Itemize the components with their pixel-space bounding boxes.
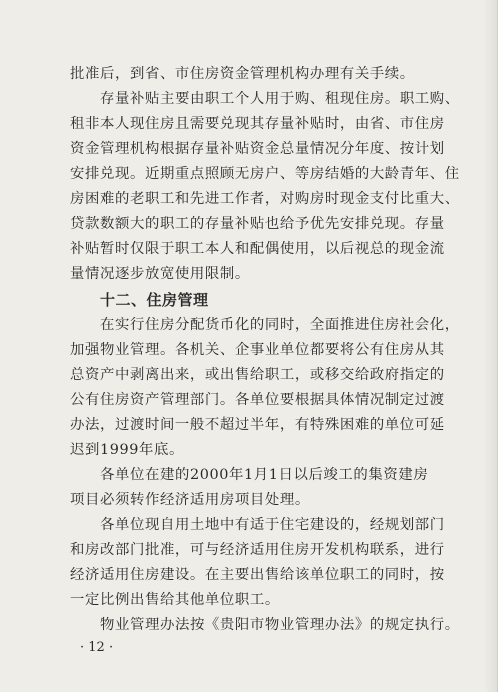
paragraph-line: 贷款数额大的职工的存量补贴也给予优先安排兑现。存量	[70, 216, 445, 232]
paragraph-line: 一定比例出售给其他单位职工。	[70, 592, 280, 608]
paragraph-line: 加强物业管理。各机关、企事业单位都要将公有住房从其	[70, 342, 445, 358]
paragraph-line: 项目必须转作经济适用房项目处理。	[70, 492, 310, 508]
paragraph-line: 办法，过渡时间一般不超过半年，有特殊困难的单位可延	[70, 417, 445, 433]
page-number: · 12 ·	[80, 640, 114, 655]
body-text	[70, 62, 460, 638]
paragraph-line: 量情况逐步放宽使用限制。	[70, 266, 250, 282]
paragraph-line: 批准后，到省、市住房资金管理机构办理有关手续。	[70, 66, 415, 82]
paragraph-line: 资金管理机构根据存量补贴资金总量情况分年度、按计划	[70, 141, 445, 157]
paragraph-line: 各单位现自用土地中有适于住宅建设的，经规划部门	[100, 517, 445, 533]
paragraph-line: 总资产中剥离出来，或出售给职工，或移交给政府指定的	[70, 367, 445, 383]
page-edge-shadow	[483, 0, 497, 692]
paragraph-line: 和房改部门批准，可与经济适用住房开发机构联系，进行	[70, 542, 445, 558]
paragraph-line: 公有住房资产管理部门。各单位要根据具体情况制定过渡	[70, 392, 445, 408]
paragraph-line: 租非本人现住房且需要兑现其存量补贴时，由省、市住房	[70, 116, 445, 132]
paragraph-line: 在实行住房分配货币化的同时，全面推进住房社会化，	[100, 317, 460, 333]
paragraph-line: 安排兑现。近期重点照顾无房户、等房结婚的大龄青年、住	[70, 166, 460, 182]
paragraph-line: 迟到1999年底。	[70, 442, 184, 458]
paragraph-line: 各单位在建的2000年1月1日以后竣工的集资建房	[100, 467, 429, 483]
section-heading: 十二、住房管理	[100, 291, 209, 309]
paragraph-line: 经济适用住房建设。在主要出售给该单位职工的同时，按	[70, 567, 445, 583]
paragraph-line: 物业管理办法按《贵阳市物业管理办法》的规定执行。	[100, 617, 460, 633]
paragraph-line: 存量补贴主要由职工个人用于购、租现住房。职工购、	[100, 91, 460, 107]
paragraph-line: 补贴暂时仅限于职工本人和配偶使用，以后视总的现金流	[70, 241, 445, 257]
paragraph-line: 房困难的老职工和先进工作者，对购房时现金支付比重大、	[70, 191, 460, 207]
